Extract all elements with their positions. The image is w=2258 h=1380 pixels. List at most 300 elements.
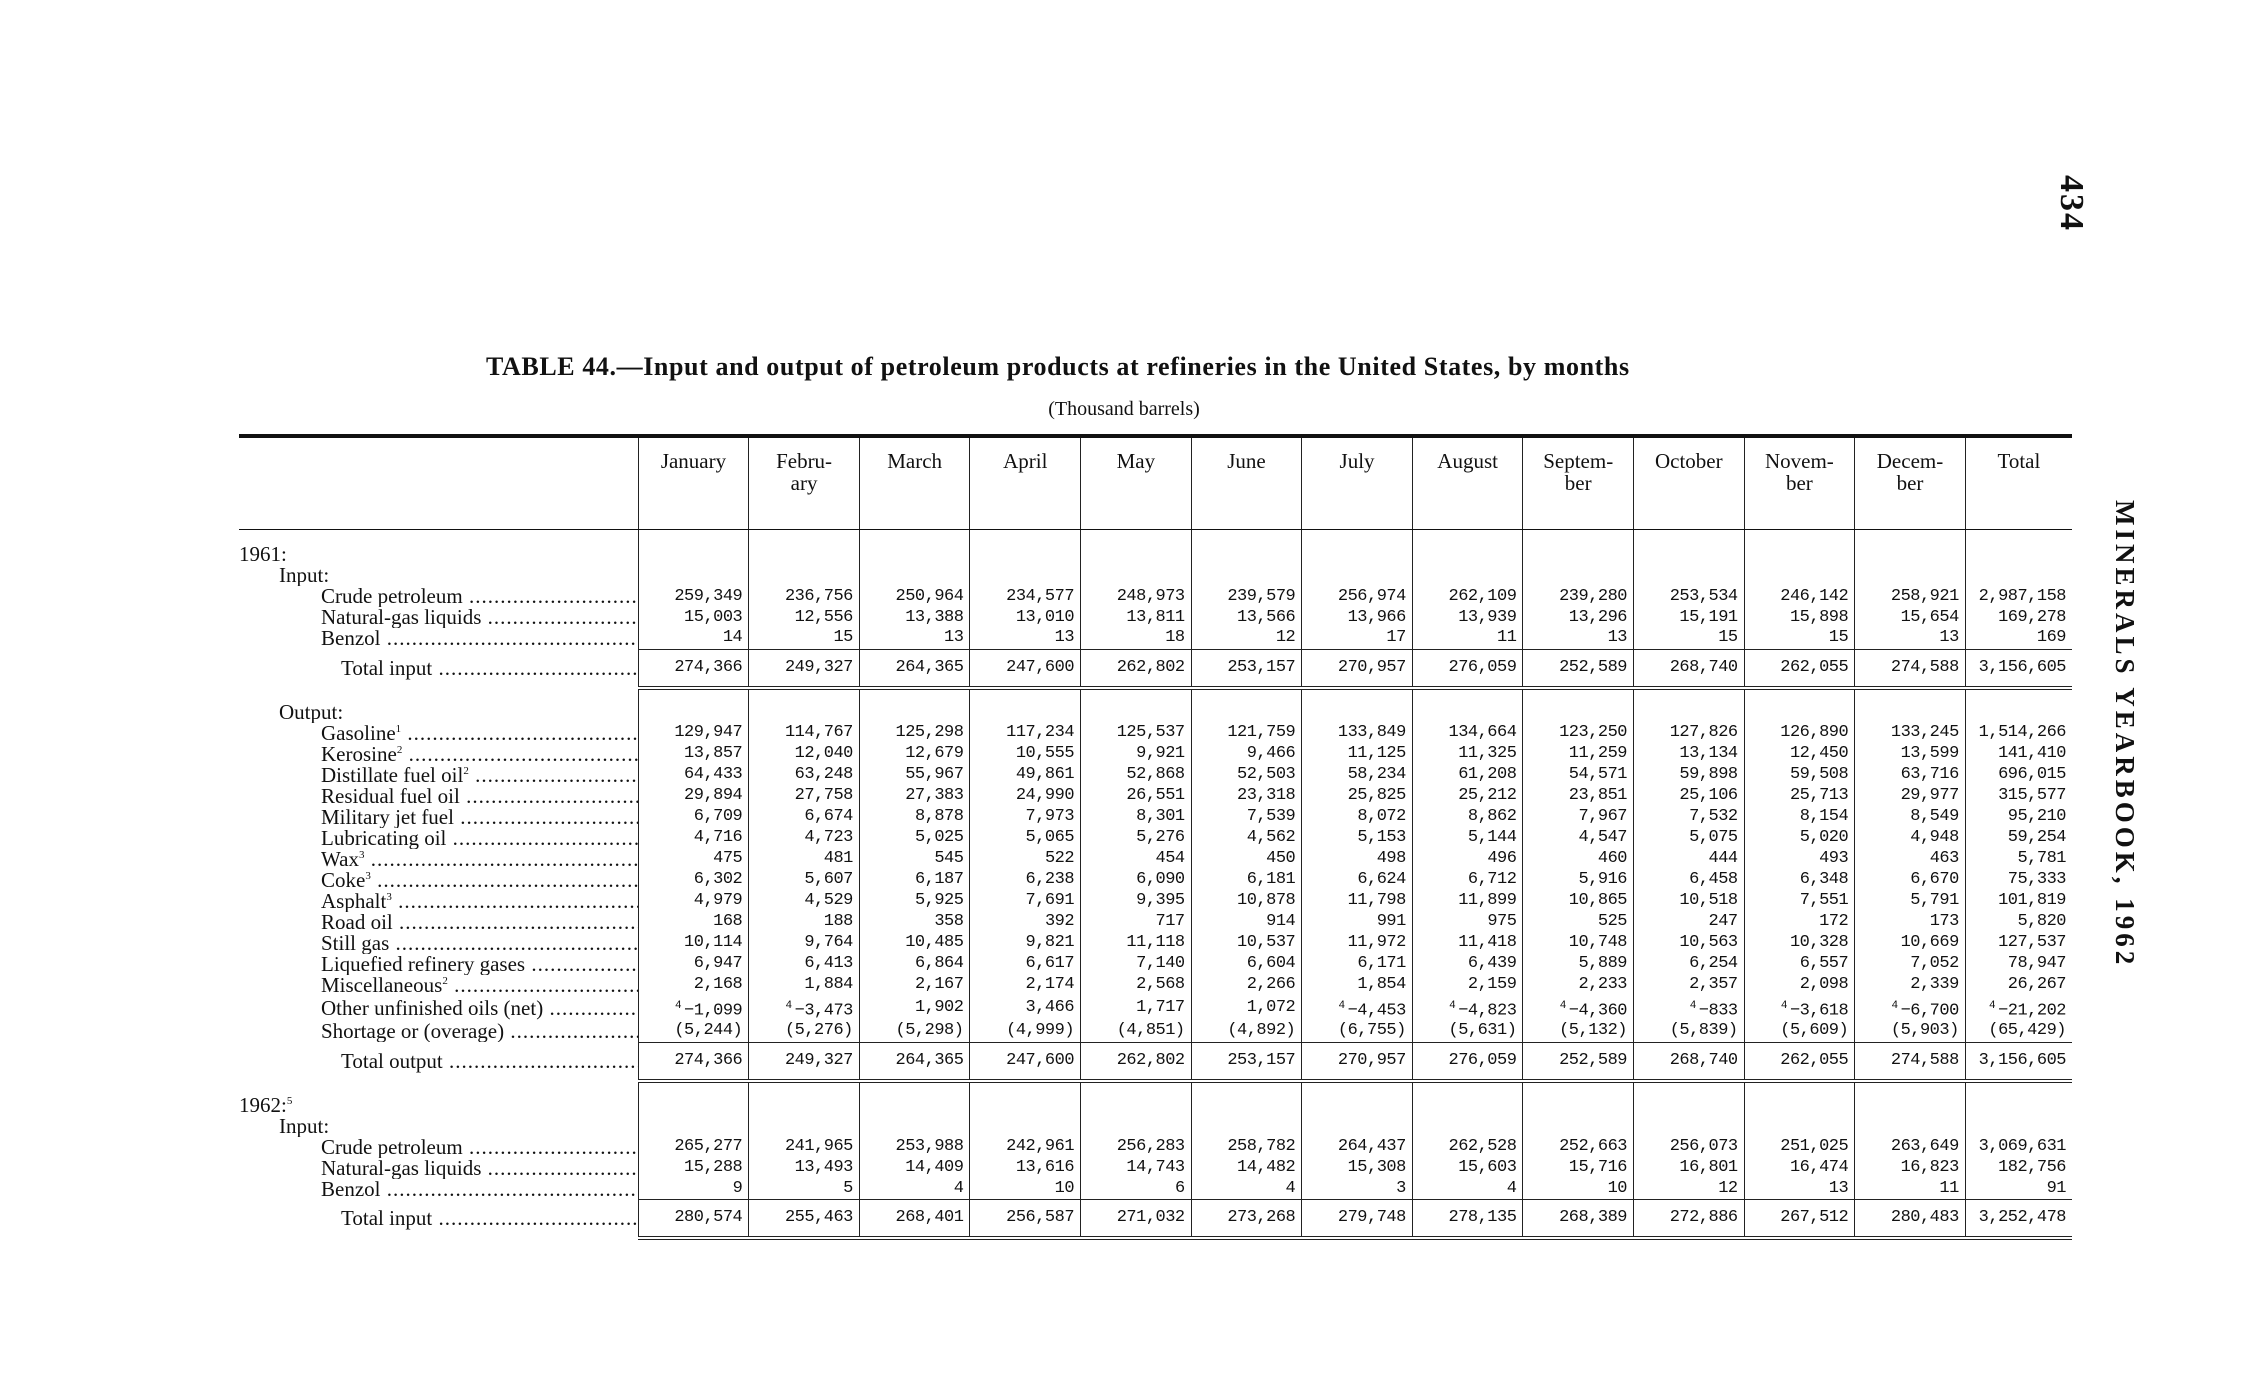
value-cell: 274,588 [1855, 649, 1966, 688]
table-row [239, 828, 2072, 849]
empty-cell [859, 702, 970, 723]
value-cell: 12,556 [749, 607, 860, 628]
value-cell: 914 [1191, 912, 1302, 933]
row-label [239, 849, 638, 870]
value-cell: 272,886 [1634, 1200, 1745, 1239]
value-cell: 267,512 [1744, 1200, 1855, 1239]
spacer-cell [1081, 688, 1192, 702]
value-cell: 129,947 [638, 723, 749, 744]
value-cell: 463 [1855, 849, 1966, 870]
value-cell: 5,075 [1634, 828, 1745, 849]
spacer-cell [1965, 1081, 2072, 1095]
value-cell: 256,587 [970, 1200, 1081, 1239]
row-label-text: Total input [341, 655, 433, 680]
value-cell: 274,366 [638, 649, 749, 688]
value-cell: (4,892) [1191, 1021, 1302, 1042]
value-cell: 6,413 [749, 954, 860, 975]
footnote-ref: 2 [463, 764, 469, 777]
value-cell: 127,826 [1634, 723, 1745, 744]
column-header: April [970, 436, 1081, 530]
row-label-text: Shortage or (overage) [321, 1021, 505, 1043]
value-cell [1634, 996, 1745, 1022]
value-cell: 13,857 [638, 744, 749, 765]
empty-cell [1634, 565, 1745, 586]
value-cell: 14,409 [859, 1158, 970, 1179]
value-cell: 274,366 [638, 1042, 749, 1081]
value-cell: 280,574 [638, 1200, 749, 1239]
value-cell: 6,624 [1302, 870, 1413, 891]
value-cell: 59,898 [1634, 765, 1745, 786]
value-cell: 4,562 [1191, 828, 1302, 849]
value-cell: 248,973 [1081, 586, 1192, 607]
spacer-cell [1744, 530, 1855, 545]
year-label-text: 1962: [239, 1094, 287, 1116]
value-cell: 15,898 [1744, 607, 1855, 628]
value-cell [1744, 996, 1855, 1022]
header-row [239, 436, 2072, 530]
footnote-ref: 2 [442, 974, 448, 987]
empty-cell [749, 565, 860, 586]
value-cell: 125,298 [859, 723, 970, 744]
empty-cell [1412, 1116, 1523, 1137]
row-label-text: Natural-gas liquids [321, 1157, 482, 1179]
value-cell: 18 [1081, 628, 1192, 649]
value-cell: 2,339 [1855, 975, 1966, 996]
value-cell: 5,889 [1523, 954, 1634, 975]
empty-cell [1412, 544, 1523, 565]
row-label [239, 828, 638, 849]
table-row [239, 786, 2072, 807]
empty-cell [749, 702, 860, 723]
value-cell: 25,106 [1634, 786, 1745, 807]
spacer-cell [239, 530, 638, 545]
row-label-text: Benzol [321, 1178, 381, 1200]
spacer-cell [749, 1081, 860, 1095]
value-cell: 4,979 [638, 891, 749, 912]
row-label [239, 649, 638, 688]
value-cell: 54,571 [1523, 765, 1634, 786]
empty-cell [1744, 702, 1855, 723]
empty-cell [749, 1095, 860, 1116]
empty-cell [1744, 544, 1855, 565]
column-header: October [1634, 436, 1745, 530]
empty-cell [1081, 702, 1192, 723]
column-header: January [638, 436, 749, 530]
row-label-text: Distillate fuel oil [321, 764, 464, 786]
row-label [239, 807, 638, 828]
value-cell: 13,566 [1191, 607, 1302, 628]
value-cell: 5,916 [1523, 870, 1634, 891]
value-cell: 16,474 [1744, 1158, 1855, 1179]
value-cell: 13 [1744, 1179, 1855, 1200]
empty-cell [1523, 702, 1634, 723]
value-cell: 14 [638, 628, 749, 649]
row-label [239, 1042, 638, 1081]
value-cell: 264,365 [859, 1042, 970, 1081]
value-cell: 11 [1412, 628, 1523, 649]
value-cell: 6,090 [1081, 870, 1192, 891]
spacer-cell [239, 688, 638, 702]
empty-cell [1634, 702, 1745, 723]
row-label-text: Crude petroleum [321, 586, 463, 607]
value-cell: 95,210 [1965, 807, 2072, 828]
section-label-text: Input: [279, 1115, 330, 1137]
value-cell: 125,537 [1081, 723, 1192, 744]
row-label-text: Crude petroleum [321, 1136, 463, 1158]
table-row [239, 765, 2072, 786]
table-row [239, 807, 2072, 828]
value-cell: 268,389 [1523, 1200, 1634, 1239]
spacer-cell [1081, 1081, 1192, 1095]
value-cell: 10,555 [970, 744, 1081, 765]
value-cell: 975 [1412, 912, 1523, 933]
spacer-row [239, 530, 2072, 545]
value-cell: 251,025 [1744, 1137, 1855, 1158]
value-cell: 475 [638, 849, 749, 870]
value-cell: 522 [970, 849, 1081, 870]
empty-cell [1855, 1095, 1966, 1116]
empty-cell [1302, 565, 1413, 586]
empty-cell [1412, 565, 1523, 586]
footnote-ref: 1 [395, 722, 402, 735]
value-cell: 253,534 [1634, 586, 1745, 607]
value-cell: 264,365 [859, 649, 970, 688]
value-cell: 2,357 [1634, 975, 1745, 996]
row-label [239, 1137, 638, 1158]
units-label: (Thousand barrels) [1048, 398, 1200, 420]
value-cell: 13,134 [1634, 744, 1745, 765]
value-cell: 11,972 [1302, 933, 1413, 954]
value-cell: 29,894 [638, 786, 749, 807]
value-cell [638, 996, 749, 1022]
value-cell: 58,234 [1302, 765, 1413, 786]
row-label [239, 765, 638, 786]
empty-cell [1855, 1116, 1966, 1137]
empty-cell [1302, 702, 1413, 723]
empty-cell [1302, 1116, 1413, 1137]
value-cell [1523, 996, 1634, 1022]
year-label-text: 1961: [239, 544, 287, 565]
value-cell: 8,549 [1855, 807, 1966, 828]
year-label-row [239, 544, 2072, 565]
value-cell: 25,713 [1744, 786, 1855, 807]
value-cell: 10,878 [1191, 891, 1302, 912]
value-cell: 5,781 [1965, 849, 2072, 870]
value-cell: 4,529 [749, 891, 860, 912]
value-cell: 52,868 [1081, 765, 1192, 786]
empty-cell [1523, 565, 1634, 586]
footnote-ref: 4 [1988, 999, 1996, 1012]
table-row [239, 723, 2072, 744]
value-cell: 236,756 [749, 586, 860, 607]
row-label-text: Miscellaneous [321, 974, 443, 996]
value-cell: 1,854 [1302, 975, 1413, 996]
value-cell: 6,181 [1191, 870, 1302, 891]
row-label [239, 628, 638, 649]
value-cell: 270,957 [1302, 1042, 1413, 1081]
table-row [239, 954, 2072, 975]
value-cell: (5,839) [1634, 1021, 1745, 1042]
value-cell: 25,212 [1412, 786, 1523, 807]
value-cell: 15 [749, 628, 860, 649]
value-cell: 12 [1191, 628, 1302, 649]
empty-cell [1523, 1095, 1634, 1116]
value-cell: 14,482 [1191, 1158, 1302, 1179]
table-body [239, 530, 2072, 1239]
footnote-ref: 4 [1891, 999, 1898, 1012]
spacer-cell [1523, 530, 1634, 545]
value-cell: 52,503 [1191, 765, 1302, 786]
value-cell: 4 [859, 1179, 970, 1200]
footnote-ref: 4 [674, 999, 682, 1012]
value-cell: 12,450 [1744, 744, 1855, 765]
value-cell: 717 [1081, 912, 1192, 933]
value-cell: (65,429) [1965, 1021, 2072, 1042]
value-cell: 2,568 [1081, 975, 1192, 996]
value-cell: 5,791 [1855, 891, 1966, 912]
value-cell: 253,157 [1191, 649, 1302, 688]
value-text: −6,700 [1900, 1001, 1959, 1021]
value-cell: 5,276 [1081, 828, 1192, 849]
value-cell: 6,557 [1744, 954, 1855, 975]
value-cell: 59,254 [1965, 828, 2072, 849]
row-label [239, 607, 638, 628]
value-cell: (5,298) [859, 1021, 970, 1042]
value-cell: 280,483 [1855, 1200, 1966, 1239]
empty-cell [1191, 544, 1302, 565]
value-cell: 15,288 [638, 1158, 749, 1179]
year-label-row [239, 1095, 2072, 1116]
value-cell: 5,065 [970, 828, 1081, 849]
value-cell: 12,040 [749, 744, 860, 765]
value-cell: 182,756 [1965, 1158, 2072, 1179]
value-cell: 7,052 [1855, 954, 1966, 975]
empty-cell [1191, 702, 1302, 723]
footnote-ref: 4 [1780, 999, 1787, 1012]
empty-cell [1081, 565, 1192, 586]
value-cell: 23,851 [1523, 786, 1634, 807]
spacer-cell [859, 530, 970, 545]
empty-cell [638, 1116, 749, 1137]
value-cell: 255,463 [749, 1200, 860, 1239]
row-label-text: Still gas [321, 932, 390, 954]
value-cell: 252,663 [1523, 1137, 1634, 1158]
table-row [239, 744, 2072, 765]
year-label [239, 1095, 638, 1116]
table-row [239, 586, 2072, 607]
footnote-ref: 4 [1449, 999, 1456, 1012]
table-title: TABLE 44.—Input and output of petroleum products at refineries in the United States, by months [486, 352, 1630, 381]
value-cell: 4,723 [749, 828, 860, 849]
value-cell: 133,849 [1302, 723, 1413, 744]
empty-cell [1523, 544, 1634, 565]
value-cell: 4,547 [1523, 828, 1634, 849]
value-cell: 8,878 [859, 807, 970, 828]
value-cell: 127,537 [1965, 933, 2072, 954]
value-cell: (5,244) [638, 1021, 749, 1042]
empty-cell [749, 1116, 860, 1137]
row-label [239, 786, 638, 807]
row-label [239, 1021, 638, 1042]
value-cell: 496 [1412, 849, 1523, 870]
empty-cell [859, 544, 970, 565]
value-cell: 249,327 [749, 1042, 860, 1081]
empty-cell [970, 565, 1081, 586]
value-cell: (6,755) [1302, 1021, 1413, 1042]
value-cell: 6,187 [859, 870, 970, 891]
value-text: −3,618 [1789, 1001, 1849, 1021]
value-cell: 133,245 [1855, 723, 1966, 744]
value-cell: 126,890 [1744, 723, 1855, 744]
value-cell: 268,740 [1634, 1042, 1745, 1081]
value-cell: 498 [1302, 849, 1413, 870]
value-cell: 6,254 [1634, 954, 1745, 975]
value-cell: 239,280 [1523, 586, 1634, 607]
value-cell: 117,234 [970, 723, 1081, 744]
value-cell: 493 [1744, 849, 1855, 870]
value-cell: 13,939 [1412, 607, 1523, 628]
row-label [239, 586, 638, 607]
row-label-text: Other unfinished oils (net) [321, 995, 544, 1020]
value-cell: 4,716 [638, 828, 749, 849]
value-cell: 13,616 [970, 1158, 1081, 1179]
footnote-ref: 3 [358, 848, 365, 861]
value-cell: 9,921 [1081, 744, 1192, 765]
table-row [239, 1137, 2072, 1158]
value-cell: (5,276) [749, 1021, 860, 1042]
row-label-text: Natural-gas liquids [321, 607, 482, 628]
value-cell: 6,171 [1302, 954, 1413, 975]
value-cell: 358 [859, 912, 970, 933]
column-header: June [1191, 436, 1302, 530]
value-cell: 4 [1191, 1179, 1302, 1200]
empty-cell [1965, 565, 2072, 586]
value-cell: 15,191 [1634, 607, 1745, 628]
value-cell: 273,268 [1191, 1200, 1302, 1239]
spacer-cell [1634, 530, 1745, 545]
value-cell: 7,532 [1634, 807, 1745, 828]
value-cell: 11,418 [1412, 933, 1523, 954]
value-cell: 26,551 [1081, 786, 1192, 807]
empty-cell [1634, 1095, 1745, 1116]
value-cell: 991 [1302, 912, 1413, 933]
value-text: −4,360 [1568, 1001, 1628, 1021]
value-cell: 247 [1634, 912, 1745, 933]
value-cell: 5 [749, 1179, 860, 1200]
spacer-row [239, 1081, 2072, 1095]
row-label-text: Military jet fuel [321, 806, 454, 828]
value-cell: 91 [1965, 1179, 2072, 1200]
value-cell: 13,493 [749, 1158, 860, 1179]
value-cell: 6,709 [638, 807, 749, 828]
value-cell: 13 [1855, 628, 1966, 649]
value-cell: 64,433 [638, 765, 749, 786]
value-cell: 7,691 [970, 891, 1081, 912]
row-label-text: Total output [341, 1048, 443, 1073]
value-cell: 253,988 [859, 1137, 970, 1158]
value-cell: 241,965 [749, 1137, 860, 1158]
value-cell: 1,717 [1081, 996, 1192, 1022]
table-row [239, 849, 2072, 870]
empty-cell [1744, 565, 1855, 586]
value-cell: 444 [1634, 849, 1745, 870]
value-cell: 10 [1523, 1179, 1634, 1200]
section-label-text: Input: [279, 565, 330, 586]
value-cell: 262,528 [1412, 1137, 1523, 1158]
value-cell: 26,267 [1965, 975, 2072, 996]
spacer-cell [1412, 1081, 1523, 1095]
value-cell: 6,864 [859, 954, 970, 975]
value-cell: 5,025 [859, 828, 970, 849]
value-cell: 3,069,631 [1965, 1137, 2072, 1158]
spacer-cell [1412, 530, 1523, 545]
value-cell: 262,802 [1081, 1042, 1192, 1081]
value-cell: 6,348 [1744, 870, 1855, 891]
value-cell: 2,168 [638, 975, 749, 996]
value-cell: 6,617 [970, 954, 1081, 975]
value-cell: 8,072 [1302, 807, 1413, 828]
value-cell: 270,957 [1302, 649, 1413, 688]
value-cell: 172 [1744, 912, 1855, 933]
value-cell: 11,899 [1412, 891, 1523, 912]
column-header: Novem- ber [1744, 436, 1855, 530]
value-cell [1302, 996, 1413, 1022]
footnote-ref: 3 [365, 869, 371, 882]
value-cell: 2,987,158 [1965, 586, 2072, 607]
value-cell: 63,248 [749, 765, 860, 786]
value-text: −3,473 [794, 1001, 853, 1021]
empty-cell [1191, 565, 1302, 586]
value-cell: 258,782 [1191, 1137, 1302, 1158]
spacer-cell [1855, 1081, 1966, 1095]
column-header: May [1081, 436, 1192, 530]
value-cell: 2,233 [1523, 975, 1634, 996]
section-label [239, 1116, 638, 1137]
empty-cell [1965, 1095, 2072, 1116]
empty-cell [749, 544, 860, 565]
column-header: Decem- ber [1855, 436, 1966, 530]
row-label-text: Coke [321, 869, 366, 891]
empty-cell [970, 1095, 1081, 1116]
column-header: Febru- ary [749, 436, 860, 530]
value-cell: (5,903) [1855, 1021, 1966, 1042]
value-cell: 10,518 [1634, 891, 1745, 912]
empty-cell [1855, 702, 1966, 723]
value-cell: 4,948 [1855, 828, 1966, 849]
value-cell: 1,902 [859, 996, 970, 1022]
value-cell: 454 [1081, 849, 1192, 870]
spacer-cell [1523, 1081, 1634, 1095]
empty-cell [638, 702, 749, 723]
value-cell: 239,579 [1191, 586, 1302, 607]
value-cell: 247,600 [970, 649, 1081, 688]
value-cell: 16,801 [1634, 1158, 1745, 1179]
value-cell: 7,973 [970, 807, 1081, 828]
value-cell: 242,961 [970, 1137, 1081, 1158]
empty-cell [970, 544, 1081, 565]
year-label [239, 544, 638, 565]
row-label-text: Lubricating oil [321, 827, 447, 849]
value-cell: 29,977 [1855, 786, 1966, 807]
table-row [239, 628, 2072, 649]
row-label [239, 933, 638, 954]
value-cell: 9,395 [1081, 891, 1192, 912]
column-header: March [859, 436, 970, 530]
running-head: MINERALS YEARBOOK, 1962 [2110, 500, 2140, 969]
row-label-text: Benzol [321, 628, 381, 649]
value-text: −21,202 [1998, 1001, 2066, 1021]
row-label-text: Wax [321, 848, 359, 870]
